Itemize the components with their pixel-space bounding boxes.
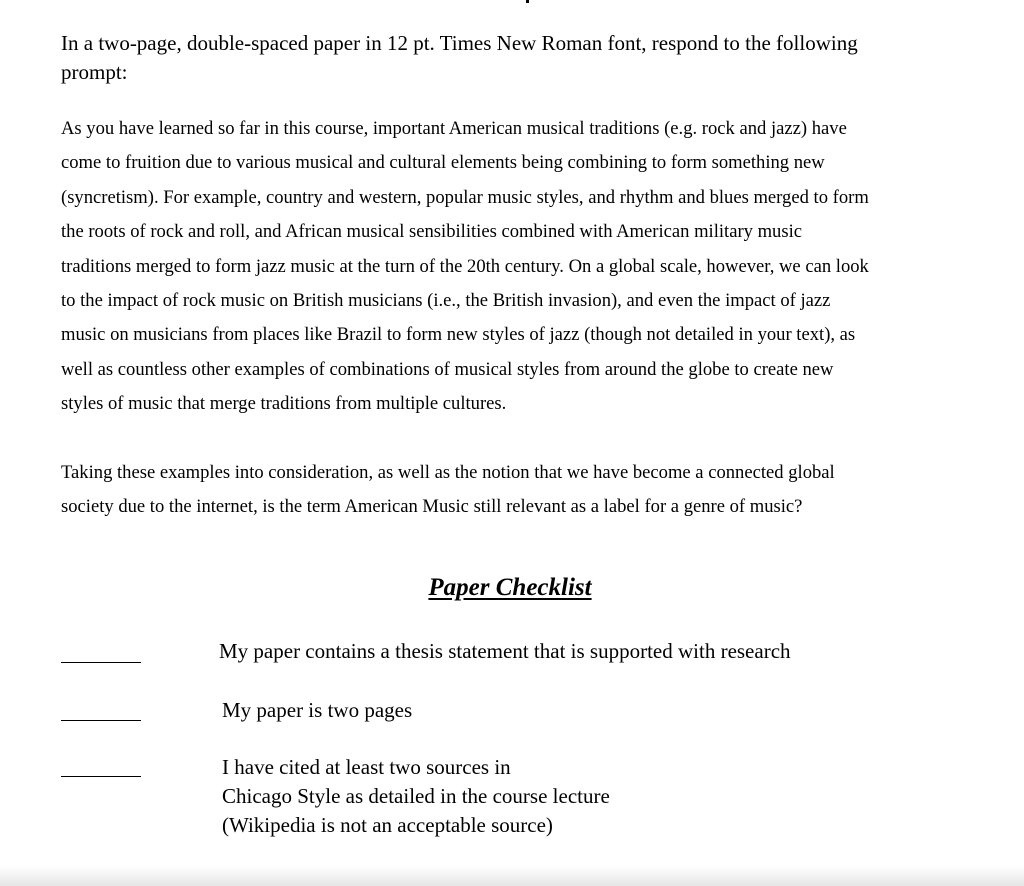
checklist-item-2	[222, 696, 412, 725]
checklist-blank-3	[61, 776, 141, 777]
intro-instructions	[61, 29, 951, 87]
checklist-item-text: My paper contains a thesis statement that is supported with research	[219, 639, 791, 663]
paragraph-line: music on musicians from places like Brazil to form new styles of jazz (though not detailed in your text), as	[61, 324, 856, 346]
paragraph-line: to the impact of rock music on British musicians (i.e., the British invasion), and even the impact of jazz	[61, 290, 831, 312]
paragraph-line: Taking these examples into consideration, as well as the notion that we have become a connected global	[61, 462, 835, 483]
checklist-item-text: (Wikipedia is not an acceptable source)	[222, 813, 553, 837]
paragraph-line: traditions merged to form jazz music at the turn of the 20th century. On a global scale, however, we can look	[61, 255, 869, 277]
paragraph-line: styles of music that merge traditions from multiple cultures.	[61, 393, 507, 415]
paragraph-line: (syncretism). For example, country and western, popular music styles, and rhythm and blues merged to form	[61, 186, 869, 208]
paragraph-line: come to fruition due to various musical and cultural elements being combining to form something new	[61, 152, 825, 174]
paragraph-line: well as countless other examples of combinations of musical styles from around the globe to create new	[61, 358, 834, 380]
checklist-item-text: I have cited at least two sources in	[222, 755, 511, 779]
checklist-title: Paper Checklist	[428, 574, 592, 601]
paragraph-line: As you have learned so far in this course, important American musical traditions (e.g. rock and jazz) have	[61, 118, 847, 139]
checklist-item-text: My paper is two pages	[222, 698, 413, 722]
paragraph-line: the roots of rock and roll, and African musical sensibilities combined with American military music	[61, 221, 802, 243]
intro-line: In a two-page, double-spaced paper in 12 pt. Times New Roman font, respond to the following	[61, 31, 858, 55]
paragraph-line: society due to the internet, is the term American Music still relevant as a label for a genre of music?	[61, 496, 803, 518]
checklist-item-1	[219, 637, 791, 666]
prompt-paragraph-2	[61, 456, 961, 525]
checklist-item-3	[222, 753, 610, 840]
prompt-paragraph-1	[61, 112, 961, 422]
checklist-item-text: Chicago Style as detailed in the course lecture	[222, 784, 610, 808]
checklist-blank-1	[61, 662, 141, 663]
page-mark	[526, 0, 529, 3]
intro-line: prompt:	[61, 60, 128, 84]
page-bottom-shadow	[0, 866, 1024, 886]
checklist-blank-2	[61, 720, 141, 721]
